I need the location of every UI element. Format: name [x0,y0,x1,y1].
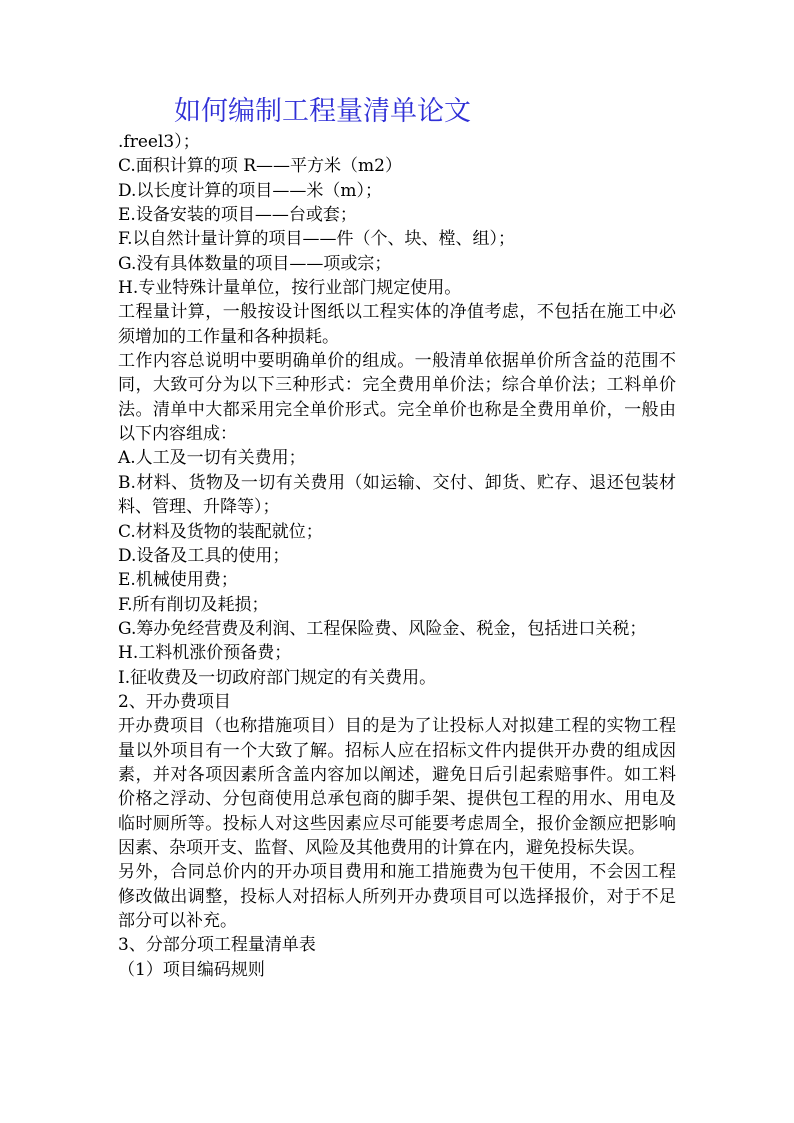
list-item-c: C.面积计算的项 R——平方米（m2） [118,156,402,177]
paragraph: 工作内容总说明中要明确单价的组成。一般清单依据单价所含益的范围不同，大致可分为以下三种形式：完全费用单价法；综合单价法；工料单价法。清单中大都采用完全单价形式。完全单价也称是全费用单价，一般由以下内容组成： [118,351,676,445]
paragraph: 开办费项目（也称措施项目）目的是为了让投标人对拟建工程的实物工程量以外项目有一个大致了解。招标人应在招标文件内提供开办费的组成因素，并对各项因素所含盖内容加以阐述，避免日后引起索赔事件。如工料价格之浮动、分包商使用总承包商的脚手架、提供包工程的用水、用电及临时厕所等。投标人对这些因素应尽可能要考虑周全，报价金额应把影响因素、杂项开支、监督、风险及其他费用的计算在内，避免投标失误。 [118,716,676,858]
list-item-b: B.材料、货物及一切有关费用（如运输、交付、卸货、贮存、退还包装材料、管理、升降等）； [118,472,676,518]
paragraph: 另外，合同总价内的开办项目费用和施工措施费为包干使用，不会因工程修改做出调整，投标人对招标人所列开办费项目可以选择报价，对于不足部分可以补充。 [118,862,676,931]
paragraph: 工程量计算，一般按设计图纸以工程实体的净值考虑，不包括在施工中必须增加的工作量和各种损耗。 [118,302,676,347]
document-body [118,130,676,982]
list-item-e: E.设备安装的项目——台或套； [118,205,357,226]
list-item-g: G.筹办免经营费及利润、工程保险费、风险金、税金，包括进口关税； [118,618,647,639]
list-item-h: H.专业特殊计量单位，按行业部门规定使用。 [118,278,462,299]
document-title: 如何编制工程量清单论文 [174,96,471,127]
subsection-heading: （1）项目编码规则 [118,959,265,980]
list-item-g: G.没有具体数量的项目——项或宗； [118,253,392,274]
list-item-h: H.工料机涨价预备费； [118,643,292,664]
list-item-f: F.所有削切及耗损； [118,594,269,615]
list-item-d: D.设备及工具的使用； [118,545,290,566]
list-item-c: C.材料及货物的装配就位； [118,521,323,542]
list-item-a: A.人工及一切有关费用； [118,448,306,469]
list-item-d: D.以长度计算的项目——米（m）； [118,180,383,201]
section-heading: 2、开办费项目 [118,691,231,712]
list-item-i: I.征收费及一切政府部门规定的有关费用。 [118,667,437,688]
text-line: .freel3）； [118,132,200,152]
list-item-e: E.机械使用费； [118,570,238,591]
list-item-f: F.以自然计量计算的项目——件（个、块、樘、组）； [118,229,516,250]
section-heading: 3、分部分项工程量清单表 [118,935,316,956]
